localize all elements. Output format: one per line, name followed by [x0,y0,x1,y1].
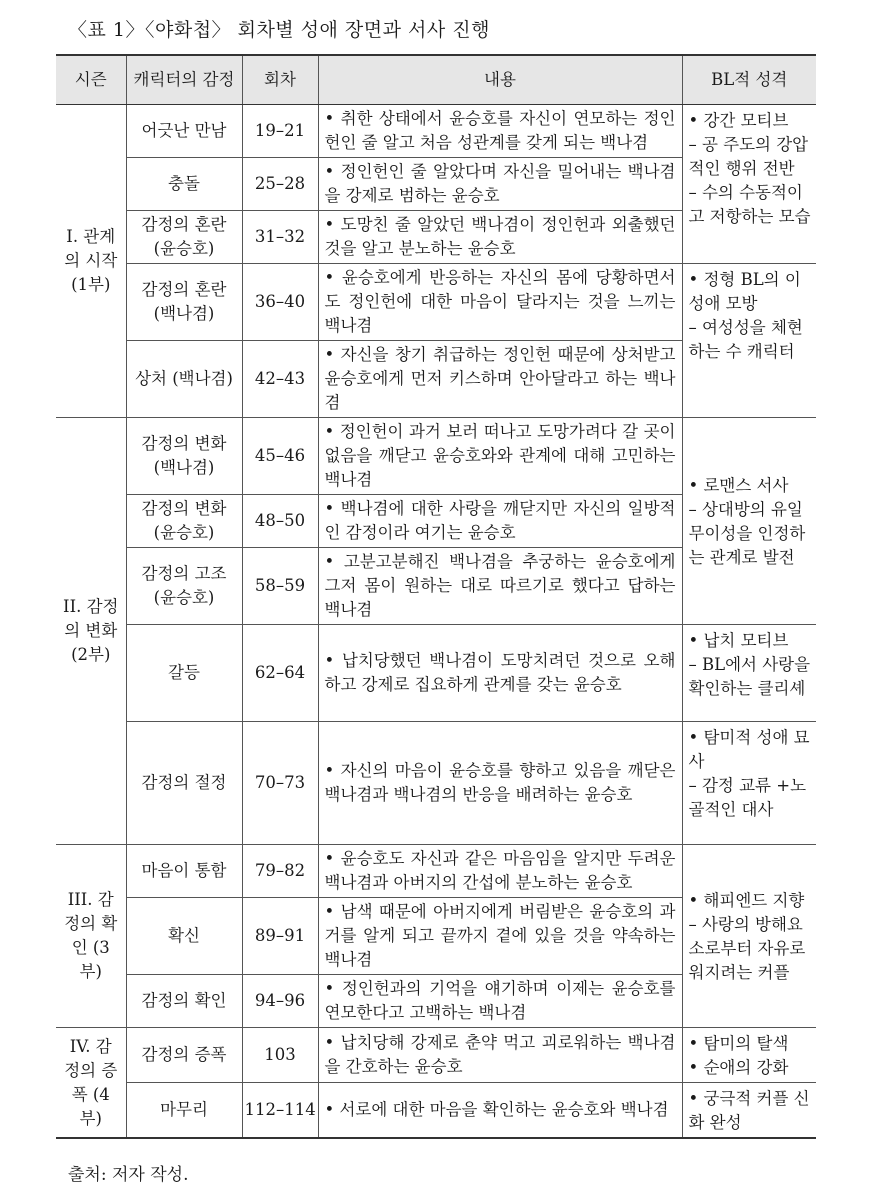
content-cell: • 윤승호도 자신과 같은 마음임을 알지만 두려운 백나겸과 아버지의 간섭에 분노하는 윤승호 [318,845,682,898]
content-cell: • 서로에 대한 마음을 확인하는 윤승호와 백나겸 [318,1083,682,1139]
bl-cell [682,418,816,625]
content-cell: • 자신의 마음이 윤승호를 향하고 있음을 깨닫은 백나겸과 백나겸의 반응을 배려하는 윤승호 [318,722,682,845]
episode-cell: 31–32 [242,211,318,264]
table-row [56,722,816,845]
bl-main: • 탐미의 탈색 [688,1034,789,1053]
bl-cell [682,1028,816,1083]
table-row [56,105,816,158]
content-cell: • 자신을 창기 취급하는 정인헌 때문에 상처받고 윤승호에게 먼저 키스하며 안아달라고 하는 백나겸 [318,341,682,418]
episode-cell: 25–28 [242,158,318,211]
emotion-cell: 어긋난 만남 [126,105,242,158]
bl-sub: – 상대방의 유일무이성을 인정하는 관계로 발전 [688,500,806,567]
source-note: 출처: 저자 작성. [68,1165,189,1185]
season-3: III. 감정의 확인 (3부) [56,845,126,1028]
bl-sub: – 감정 교류 +노골적인 대사 [688,776,807,819]
emotion-cell: 마음이 통함 [126,845,242,898]
bl-sub: – 사랑의 방해요소로부터 자유로워지려는 커플 [688,915,806,982]
emotion-cell: 감정의 증폭 [126,1028,242,1083]
bl-cell [682,625,816,722]
content-cell: • 백나겸에 대한 사랑을 깨닫지만 자신의 일방적인 감정이라 여기는 윤승호 [318,495,682,548]
bl-main: • 정형 BL의 이성애 모방 [688,270,801,313]
bl-main: • 로맨스 서사 [688,476,789,495]
bl-main: • 강간 모티브 [688,111,789,130]
emotion-cell: 감정의 변화 (백나겸) [126,418,242,495]
episode-cell: 19–21 [242,105,318,158]
table-row [56,418,816,495]
episode-table [56,54,816,1139]
header-bl: BL적 성격 [682,55,816,105]
bl-sub: – 공 주도의 강압적인 행위 전반 [688,135,809,178]
episode-cell: 94–96 [242,975,318,1028]
content-cell: • 정인헌인 줄 알았다며 자신을 밀어내는 백나겸을 강제로 범하는 윤승호 [318,158,682,211]
bl-main: • 궁극적 커플 신화 완성 [688,1089,810,1132]
content-cell: • 윤승호에게 반응하는 자신의 몸에 당황하면서도 정인헌에 대한 마음이 달라지는 것을 느끼는 백나겸 [318,264,682,341]
content-cell: • 정인헌과의 기억을 얘기하며 이제는 윤승호를 연모한다고 고백하는 백나겸 [318,975,682,1028]
content-cell: • 정인헌이 과거 보러 떠나고 도망가려다 갈 곳이 없음을 깨닫고 윤승호와와 관계에 대해 고민하는 백나겸 [318,418,682,495]
emotion-cell: 감정의 변화 (윤승호) [126,495,242,548]
season-1: I. 관계의 시작 (1부) [56,105,126,418]
episode-cell: 48–50 [242,495,318,548]
bl-cell [682,264,816,418]
content-cell: • 취한 상태에서 윤승호를 자신이 연모하는 정인헌인 줄 알고 처음 성관계를 갖게 되는 백나겸 [318,105,682,158]
episode-cell: 58–59 [242,548,318,625]
bl-main: • 납치 모티브 [688,631,789,650]
content-cell: • 고분고분해진 백나겸을 추궁하는 윤승호에게 그저 몸이 원하는 대로 따르기로 했다고 답하는 백나겸 [318,548,682,625]
bl-cell [682,1083,816,1139]
episode-cell: 45–46 [242,418,318,495]
bl-main: • 해피엔드 지향 [688,891,805,910]
season-2: II. 감정의 변화 (2부) [56,418,126,845]
bl-sub: – 수의 수동적이고 저항하는 모습 [688,183,811,226]
episode-cell: 103 [242,1028,318,1083]
episode-cell: 70–73 [242,722,318,845]
emotion-cell: 상처 (백나겸) [126,341,242,418]
table-caption: 〈표 1〉〈야화첩〉 회차별 성애 장면과 서사 진행 [68,19,490,41]
header-season: 시즌 [56,55,126,105]
table-row [56,1028,816,1083]
table-row [56,264,816,341]
content-cell: • 납치당해 강제로 춘약 먹고 괴로워하는 백나겸을 간호하는 윤승호 [318,1028,682,1083]
bl-cell [682,722,816,845]
season-4: IV. 감정의 증폭 (4부) [56,1028,126,1139]
episode-cell: 79–82 [242,845,318,898]
header-episode: 회차 [242,55,318,105]
table-row [56,625,816,722]
content-cell: • 남색 때문에 아버지에게 버림받은 윤승호의 과거를 알게 되고 끝까지 곁에 있을 것을 약속하는 백나겸 [318,898,682,975]
emotion-cell: 감정의 절정 [126,722,242,845]
header-emotion: 캐릭터의 감정 [126,55,242,105]
emotion-cell: 충돌 [126,158,242,211]
header-content: 내용 [318,55,682,105]
emotion-cell: 갈등 [126,625,242,722]
emotion-cell: 감정의 혼란 (윤승호) [126,211,242,264]
emotion-cell: 감정의 고조 (윤승호) [126,548,242,625]
table-row [56,1083,816,1139]
bl-main: • 탐미적 성애 묘사 [688,728,810,771]
emotion-cell: 확신 [126,898,242,975]
episode-cell: 36–40 [242,264,318,341]
emotion-cell: 감정의 혼란 (백나겸) [126,264,242,341]
content-cell: • 도망친 줄 알았던 백나겸이 정인헌과 외출했던 것을 알고 분노하는 윤승호 [318,211,682,264]
episode-cell: 112–114 [242,1083,318,1139]
episode-cell: 42–43 [242,341,318,418]
episode-cell: 89–91 [242,898,318,975]
bl-cell [682,845,816,1028]
episode-cell: 62–64 [242,625,318,722]
table-header-row [56,55,816,105]
emotion-cell: 감정의 확인 [126,975,242,1028]
content-cell: • 납치당했던 백나겸이 도망치려던 것으로 오해하고 강제로 집요하게 관계를 갖는 윤승호 [318,625,682,722]
emotion-cell: 마무리 [126,1083,242,1139]
bl-sub: • 순애의 강화 [688,1058,789,1077]
table-row [56,845,816,898]
bl-sub: – BL에서 사랑을 확인하는 클리셰 [688,655,811,698]
bl-sub: – 여성성을 체현하는 수 캐릭터 [688,318,803,361]
bl-cell [682,105,816,264]
